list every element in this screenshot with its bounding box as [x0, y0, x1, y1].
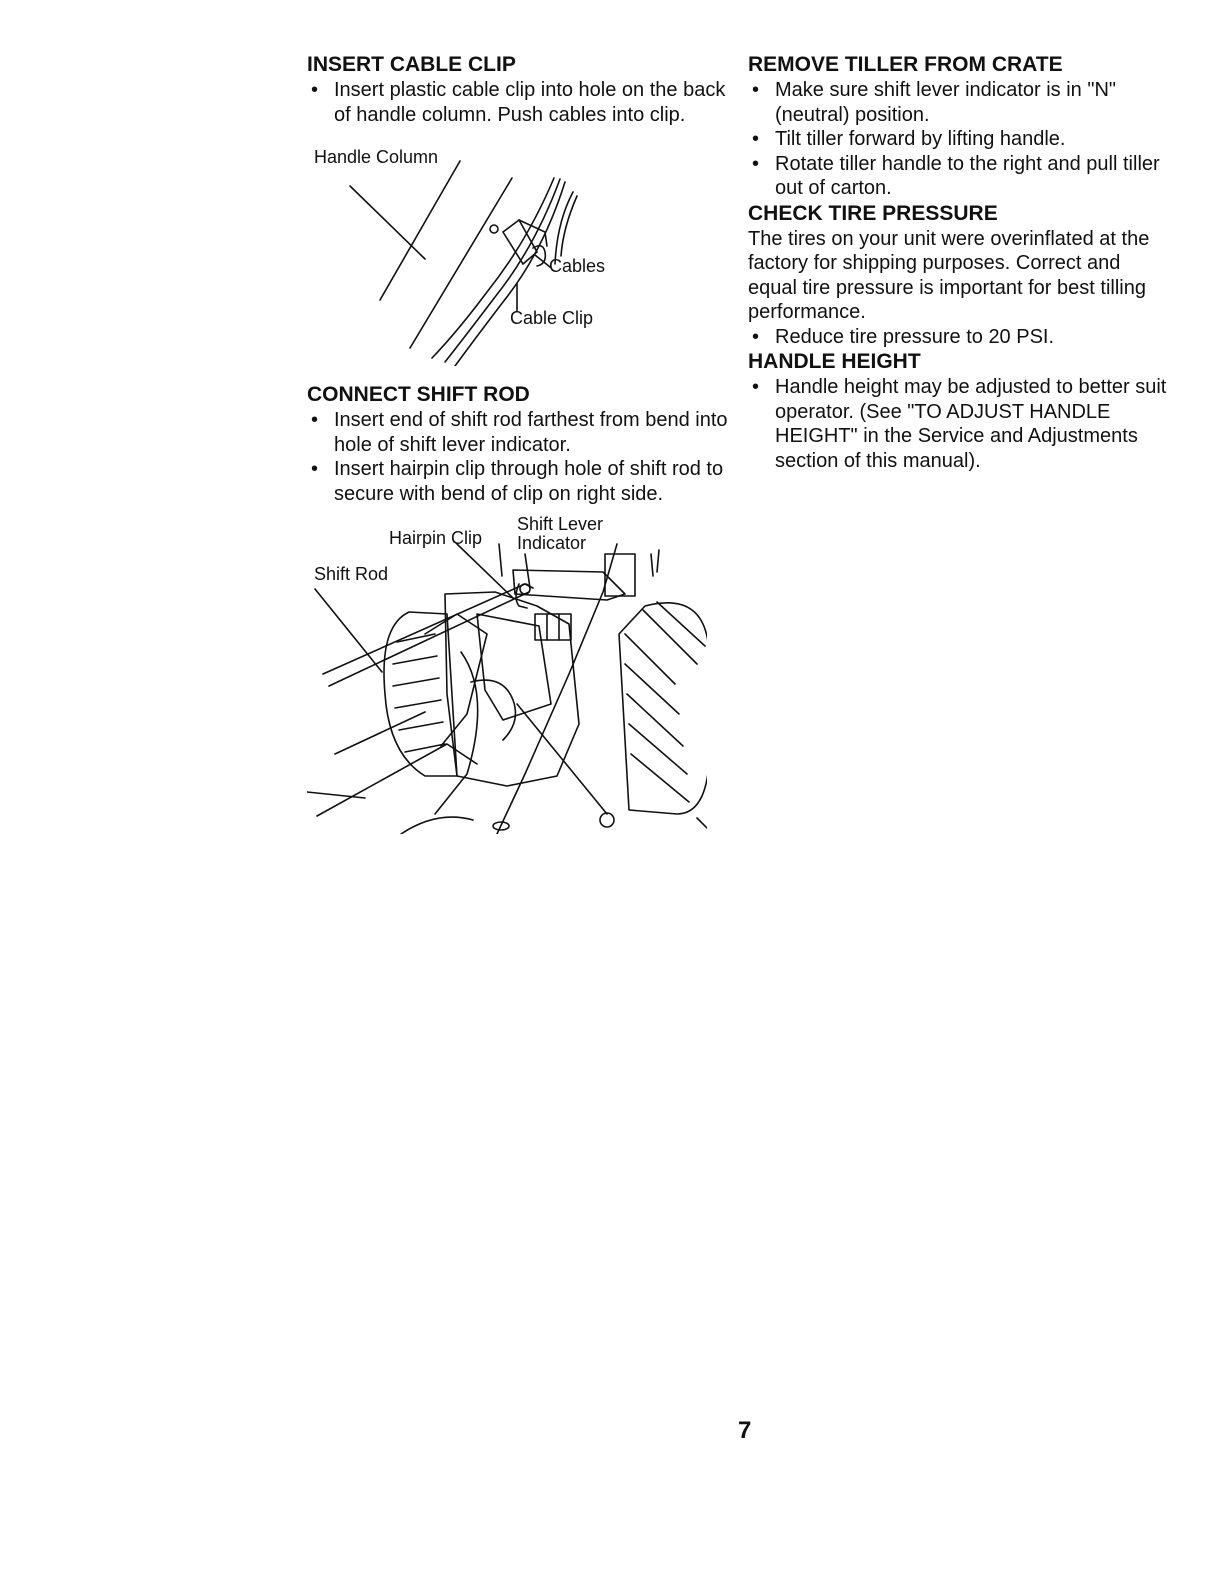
step-text: • Rotate tiller handle to the right and pull tiller out of carton. — [748, 152, 1168, 201]
hairpin-clip-label: Hairpin Clip — [389, 528, 483, 548]
shift-rod-figure — [307, 514, 737, 834]
handle-height-steps — [748, 375, 1168, 473]
indicator-label: Indicator — [517, 533, 587, 553]
check-tire-pressure-section — [748, 201, 1168, 350]
step-text: • Tilt tiller forward by lifting handle. — [748, 127, 1168, 152]
cable-clip-illustration — [307, 152, 707, 366]
handle-height-heading: HANDLE HEIGHT — [748, 350, 921, 373]
cable-clip-label: Cable Clip — [510, 308, 594, 328]
shift-lever-label: Shift Lever — [517, 514, 604, 534]
step-text: • Insert end of shift rod farthest from bend into hole of shift lever indicator. — [307, 408, 737, 457]
insert-cable-clip-heading: INSERT CABLE CLIP — [307, 53, 516, 76]
page-number: 7 — [738, 1417, 752, 1444]
cables-label: Cables — [549, 256, 606, 276]
connect-shift-rod-heading: CONNECT SHIFT ROD — [307, 383, 530, 406]
check-tire-pressure-heading: CHECK TIRE PRESSURE — [748, 201, 998, 225]
step-text: • Make sure shift lever indicator is in "N" (neutral) position. — [748, 78, 1168, 127]
step-text: • Insert hairpin clip through hole of shift rod to secure with bend of clip on right side. — [307, 457, 737, 506]
left-column — [307, 52, 737, 834]
shift-rod-illustration — [307, 514, 707, 834]
step-text: • Insert plastic cable clip into hole on the back of handle column. Push cables into clip. — [307, 78, 737, 127]
remove-tiller-section — [748, 52, 1168, 201]
insert-cable-clip-section — [307, 52, 737, 366]
step-text: • Reduce tire pressure to 20 PSI. — [748, 325, 1168, 350]
remove-tiller-heading: REMOVE TILLER FROM CRATE — [748, 53, 1063, 76]
remove-tiller-steps — [748, 78, 1168, 201]
connect-shift-rod-section — [307, 382, 737, 834]
cable-clip-figure — [307, 147, 737, 366]
insert-cable-clip-steps — [307, 78, 737, 127]
handle-column-label: Handle Column — [314, 147, 439, 167]
tire-pressure-paragraph: The tires on your unit were overinflated at the factory for shipping purposes. Correct and equal tire pressure is important for best tilling performance. — [748, 227, 1150, 323]
handle-height-section — [748, 349, 1168, 473]
connect-shift-rod-steps — [307, 408, 737, 506]
shift-rod-label: Shift Rod — [314, 564, 389, 584]
right-column — [748, 52, 1168, 473]
step-text: • Handle height may be adjusted to better suit operator. (See "TO ADJUST HANDLE HEIGHT" in the Service and Adjustments section of this manual). — [748, 375, 1168, 473]
tire-pressure-steps — [748, 325, 1168, 350]
